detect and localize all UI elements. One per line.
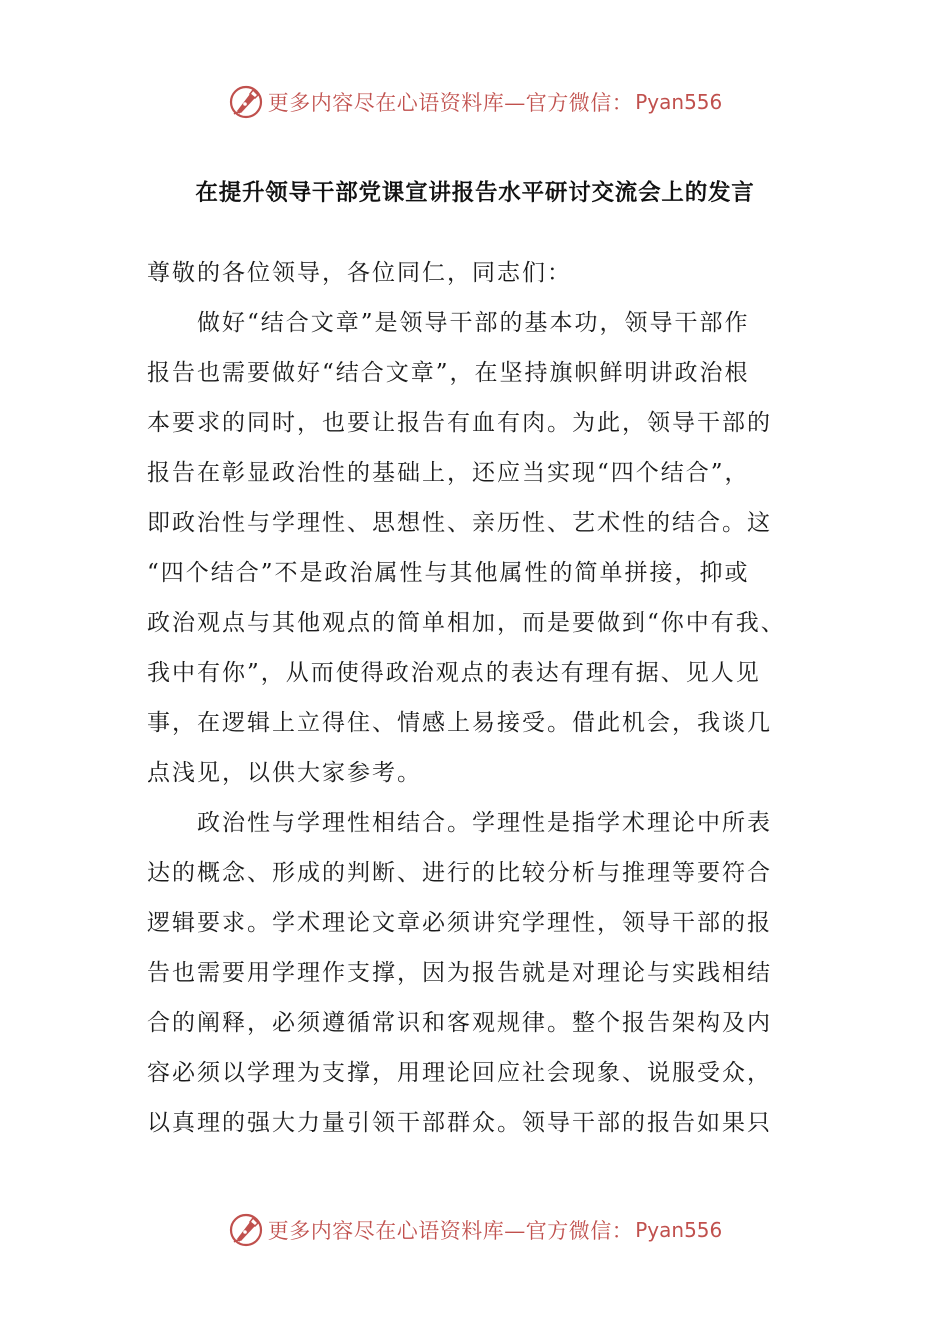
salutation-line: 尊敬的各位领导，各位同仁，同志们： [147, 260, 572, 286]
paragraph-line: 即政治性与学理性、思想性、亲历性、艺术性的结合。这 [147, 510, 772, 536]
paragraph-line: 政治观点与其他观点的简单相加，而是要做到“你中有我、 [147, 610, 786, 636]
paragraph-line: 政治性与学理性相结合。学理性是指学术理论中所表 [197, 810, 772, 836]
paragraph-line: 点浅见，以供大家参考。 [147, 760, 422, 786]
paragraph-line: 做好“结合文章”是领导干部的基本功，领导干部作 [197, 310, 750, 336]
paragraph-line: 容必须以学理为支撑，用理论回应社会现象、说服受众， [147, 1060, 772, 1086]
banner-text: 更多内容尽在心语资料库—官方微信： [267, 91, 634, 115]
paragraph-line: 合的阐释，必须遵循常识和客观规律。整个报告架构及内 [147, 1010, 772, 1036]
paragraph-line: 报告也需要做好“结合文章”，在坚持旗帜鲜明讲政治根 [147, 360, 750, 386]
paragraph-line: 达的概念、形成的判断、进行的比较分析与推理等要符合 [147, 860, 772, 886]
paragraph-line: 告也需要用学理作支撑，因为报告就是对理论与实践相结 [147, 960, 772, 986]
banner-wechat-id: Pyan556 [635, 90, 723, 114]
header-banner [0, 80, 950, 124]
paragraph-line: “四个结合”不是政治属性与其他属性的简单拼接，抑或 [147, 560, 750, 586]
paragraph-line: 我中有你”，从而使得政治观点的表达有理有据、见人见 [147, 660, 761, 686]
paragraph-line: 事，在逻辑上立得住、情感上易接受。借此机会，我谈几 [147, 710, 772, 736]
paragraph-line: 逻辑要求。学术理论文章必须讲究学理性，领导干部的报 [147, 910, 772, 936]
paragraph-line: 以真理的强大力量引领干部群众。领导干部的报告如果只 [147, 1110, 772, 1136]
document-body [147, 248, 807, 1148]
pen-nib-logo-icon [228, 84, 264, 120]
banner-wechat-id: Pyan556 [635, 1218, 723, 1242]
document-title: 在提升领导干部党课宣讲报告水平研讨交流会上的发言 [195, 180, 755, 206]
banner-text: 更多内容尽在心语资料库—官方微信： [267, 1219, 634, 1243]
pen-nib-logo-icon [228, 1212, 264, 1248]
paragraph-line: 报告在彰显政治性的基础上，还应当实现“四个结合”， [147, 460, 750, 486]
footer-banner [0, 1208, 950, 1252]
paragraph-line: 本要求的同时，也要让报告有血有肉。为此，领导干部的 [147, 410, 772, 436]
